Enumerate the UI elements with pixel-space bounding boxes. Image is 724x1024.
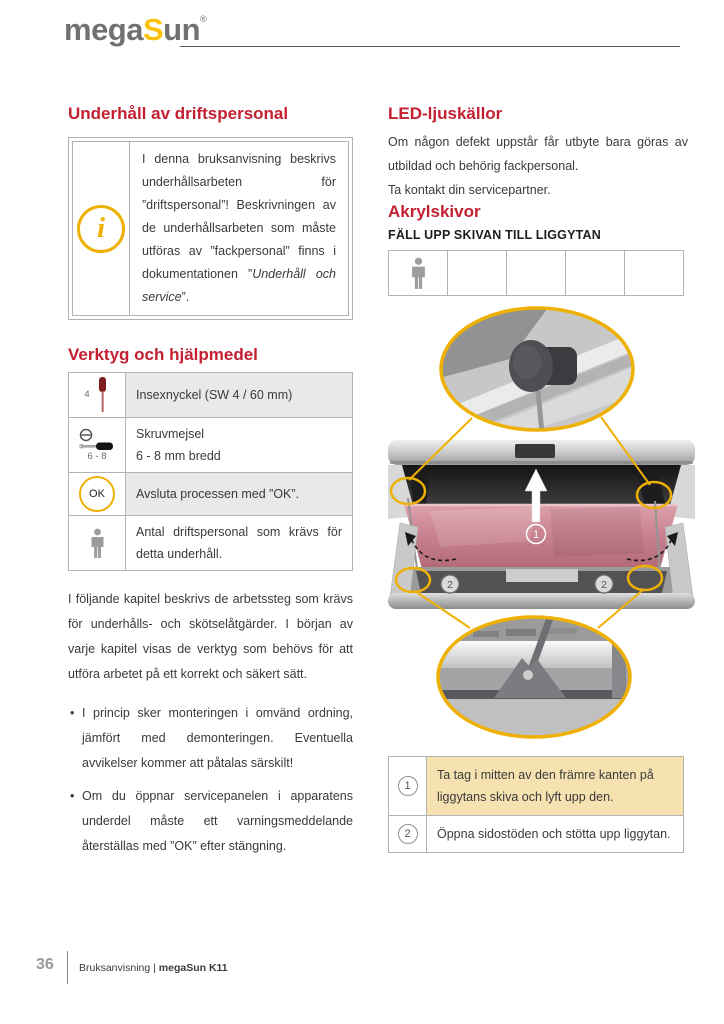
table-row: [69, 373, 352, 418]
section-title-acrylic: Akrylskivor: [388, 202, 481, 221]
led-paragraph-2: Ta kontakt din servicepartner.: [388, 183, 551, 197]
tool-text: [126, 373, 352, 417]
tool-text: [126, 516, 352, 570]
step-text: Öppna sidostöden och stötta upp liggytan.: [437, 827, 671, 841]
empty-cell: [448, 251, 507, 295]
registered-mark: ®: [200, 14, 207, 24]
section-title-led: LED-ljuskällor: [388, 104, 503, 123]
info-icon: i: [77, 205, 125, 253]
table-row: [389, 816, 683, 852]
list-item: • Om du öppnar servicepanelen i apparatens underdel måste ett varningsmeddelande återställas med ”OK” efter stängning.: [68, 784, 353, 859]
screwdriver-icon: [69, 418, 126, 472]
table-row: [69, 473, 352, 516]
section-title-tools: Verktyg och hjälpmedel: [68, 345, 258, 364]
figure-label-2: 2: [601, 579, 607, 591]
led-paragraph: Om någon defekt uppstår får utbyte bara göras av utbildad och behörig fackpersonal.: [388, 135, 688, 173]
tool-text: [126, 473, 352, 515]
tool-size-label: 6 - 8: [87, 451, 107, 462]
tools-table: [68, 372, 353, 571]
right-column: [388, 104, 688, 853]
list-item: • I princip sker monteringen i omvänd ordning, jämfört med demonteringen. Eventuella avvikelser kommer att påtalas särskilt!: [68, 701, 353, 776]
info-icon-cell: [72, 141, 130, 316]
tool-text-line: Avsluta processen med ”OK”.: [136, 487, 300, 501]
table-row: [69, 516, 352, 570]
magnifier-bottom: [433, 613, 637, 743]
header-rule: [180, 46, 680, 47]
info-text-before: I denna bruksanvisning beskrivs underhållsarbeten för ”driftspersonal”! Beskrivningen av de underhållsarbeten som måste utföras av ”fackpersonal” finns i dokumentationen ”: [142, 152, 336, 281]
person-icon: [69, 516, 126, 570]
info-box: [68, 137, 353, 320]
footer-doc-type: Bruksanvisning: [79, 962, 151, 974]
allen-key-glyph: [94, 376, 110, 414]
figure-svg: [388, 301, 695, 749]
figure-label-2: 2: [447, 579, 453, 591]
acrylic-lift-figure: [388, 301, 695, 749]
section-title-maintenance: Underhåll av driftspersonal: [68, 104, 289, 123]
step-text: Ta tag i mitten av den främre kanten på liggytans skiva och lyft upp den.: [427, 757, 683, 815]
info-text-after: ”.: [181, 290, 190, 304]
operator-count-cell: [389, 251, 448, 295]
step-number-cell: [389, 757, 427, 815]
tool-text-line: Antal driftspersonal som krävs för detta underhåll.: [136, 525, 342, 561]
callout-2-label-right: [595, 575, 613, 593]
table-row: [69, 418, 352, 473]
tool-size-label: 4: [84, 389, 90, 400]
tool-text-line: Insexnyckel (SW 4 / 60 mm): [136, 388, 293, 402]
footer-divider: [67, 951, 68, 984]
notes-list: [68, 701, 353, 859]
step-number: 2: [398, 824, 418, 844]
figure-label-1: 1: [532, 529, 540, 541]
steps-table: [388, 756, 684, 853]
logo-text-un: un: [163, 12, 201, 47]
ok-label: OK: [79, 476, 115, 512]
bed-cross-section: [388, 440, 695, 609]
footer-separator: |: [153, 962, 156, 974]
footer-product: megaSun K11: [158, 962, 228, 974]
intro-paragraph: I följande kapitel beskrivs de arbetssteg som krävs för underhålls- och skötselåtgärder. I början av varje kapitel visas de verktyg som behövs för att utföra arbetet på ett korrekt och säkert sätt.: [68, 592, 353, 681]
logo-text-mega: mega: [64, 12, 143, 47]
empty-cell: [507, 251, 566, 295]
logo-text-s: S: [142, 12, 164, 47]
screwdriver-glyph: [78, 428, 116, 452]
person-glyph: [88, 528, 107, 559]
empty-cell: [625, 251, 683, 295]
table-row: [389, 757, 683, 816]
tool-text-line: 6 - 8 mm bredd: [136, 449, 221, 463]
ok-icon: [69, 473, 126, 515]
person-icon: [408, 257, 429, 290]
acrylic-subtitle: FÄLL UPP SKIVAN TILL LIGGYTAN: [388, 228, 601, 242]
info-text-italic: Underhåll och service: [142, 267, 336, 304]
magnifier-top: [436, 301, 641, 441]
tool-text: [126, 418, 352, 472]
empty-cell: [566, 251, 625, 295]
tool-text-line: Skruvmejsel: [136, 427, 205, 441]
callout-2-label-left: [441, 575, 459, 593]
footer-text: [79, 962, 228, 974]
step-number: 1: [398, 776, 418, 796]
step-number-cell: [389, 816, 427, 852]
left-column: [68, 104, 353, 867]
info-box-text: [130, 141, 349, 316]
page-number: 36: [36, 956, 54, 973]
megasun-logo: [64, 12, 206, 48]
allen-key-icon: [69, 373, 126, 417]
operator-count-strip: [388, 250, 684, 296]
